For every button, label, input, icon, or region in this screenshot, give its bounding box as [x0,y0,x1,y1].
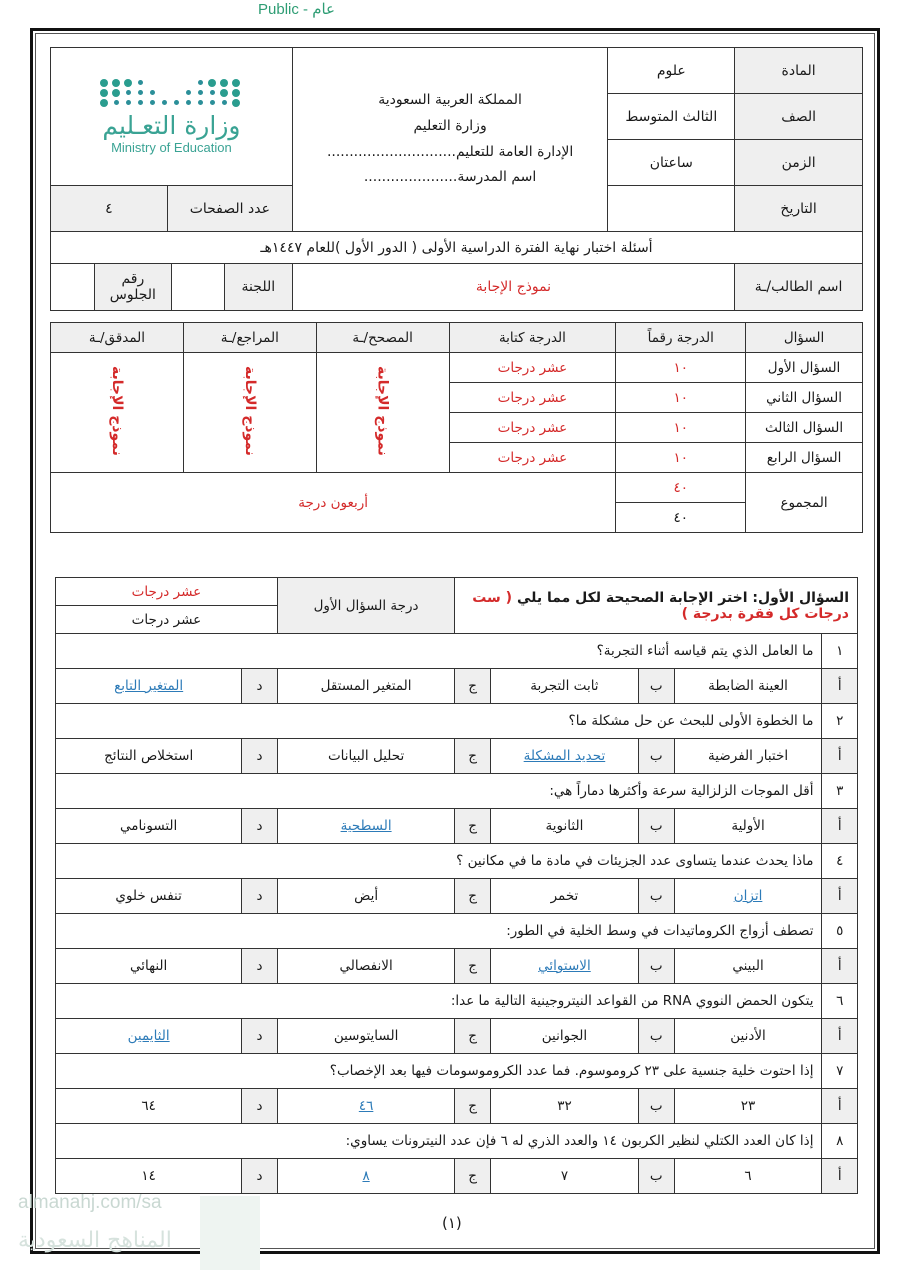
question-text: ماذا يحدث عندما يتساوى عدد الجزيئات في مادة ما في مكانين ؟ [56,844,822,879]
grade-label: الصف [735,94,863,140]
watermark-arabic: المناهج السعودية [18,1228,172,1253]
option-letter: ج [455,1019,491,1054]
directorate-line: الإدارة العامة للتعليم............................. [326,143,574,160]
option-letter: ب [638,669,674,704]
option-letter: د [242,1159,278,1194]
duration-value: ساعتان [608,140,735,186]
option-correct[interactable]: الثايمين [56,1019,242,1054]
option[interactable]: المتغير المستقل [277,669,455,704]
option-letter: أ [822,1019,858,1054]
row-question: السؤال الرابع [746,443,863,473]
option-correct[interactable]: المتغير التابع [56,669,242,704]
question1-title: السؤال الأول: اختر الإجابة الصحيحة لكل مما يلي ( ست درجات كل فقرة بدرجة ) [455,578,858,634]
option-letter: ج [455,879,491,914]
option[interactable]: الجوانين [490,1019,638,1054]
school-line: اسم المدرسة..................... [363,169,537,186]
ministry-block [292,48,608,232]
option[interactable]: النهائي [56,949,242,984]
row-written: عشر درجات [449,413,616,443]
option[interactable]: ١٤ [56,1159,242,1194]
question-number: ٨ [822,1124,858,1159]
grade-value: الثالث المتوسط [608,94,735,140]
total-label: المجموع [746,473,863,533]
question-number: ٢ [822,704,858,739]
option-letter: ب [638,1019,674,1054]
option[interactable]: ٢٣ [674,1089,822,1124]
question-row [56,914,858,949]
question-row [56,844,858,879]
option[interactable]: ٦٤ [56,1089,242,1124]
option-letter: د [242,669,278,704]
page-number: (١) [442,1214,462,1232]
col-reviewer: المراجع/ـة [183,323,316,353]
question-row [56,984,858,1019]
question-row [56,774,858,809]
date-value [608,186,735,232]
option[interactable]: الأولية [674,809,822,844]
col-question: السؤال [746,323,863,353]
option[interactable]: تحليل البيانات [277,739,455,774]
logo-cell [51,48,293,186]
option[interactable]: اختبار الفرضية [674,739,822,774]
logo-arabic-text: وزارة التعـليم [102,110,241,140]
option-letter: ب [638,949,674,984]
option-letter: أ [822,809,858,844]
option-correct[interactable]: تحديد المشكلة [490,739,638,774]
question-row [56,634,858,669]
option-letter: د [242,1089,278,1124]
row-numeric: ١٠ [616,383,746,413]
option[interactable]: ٧ [490,1159,638,1194]
option-correct[interactable]: اتزان [674,879,822,914]
row-numeric: ١٠ [616,353,746,383]
row-question: السؤال الثاني [746,383,863,413]
subject-value: علوم [608,48,735,94]
options-row [56,739,858,774]
options-row [56,669,858,704]
question-text: إذا كان العدد الكتلي لنظير الكربون ١٤ والعدد الذري له ٦ فإن عدد النيترونات يساوي: [56,1124,822,1159]
question-number: ٦ [822,984,858,1019]
option-letter: أ [822,1089,858,1124]
option[interactable]: أيض [277,879,455,914]
option-letter: ج [455,1159,491,1194]
col-auditor: المدقق/ـة [51,323,184,353]
option[interactable]: الثانوية [490,809,638,844]
seat-label: رقم الجلوس [94,264,171,310]
grades-table [50,322,863,533]
options-row [56,1019,858,1054]
question-number: ٣ [822,774,858,809]
logo-dots-icon [100,79,242,107]
committee-label: اللجنة [224,264,291,310]
option-letter: أ [822,669,858,704]
auditor-signature: نموذج الإجابة [51,353,184,473]
kingdom-line: المملكة العربية السعودية [378,91,522,108]
reviewer-signature: نموذج الإجابة [183,353,316,473]
committee-seat-row [51,264,292,310]
option-correct[interactable]: ٨ [277,1159,455,1194]
option-letter: أ [822,1159,858,1194]
option-letter: د [242,949,278,984]
col-written: الدرجة كتابة [449,323,616,353]
question-text: إذا احتوت خلية جنسية على ٢٣ كروموسوم. فما عدد الكروموسومات فيها بعد الإخصاب؟ [56,1054,822,1089]
row-question: السؤال الأول [746,353,863,383]
option-letter: ج [455,949,491,984]
option[interactable]: استخلاص النتائج [56,739,242,774]
options-row [56,1089,858,1124]
subject-label: المادة [735,48,863,94]
total-written: أربعون درجة [51,473,616,533]
question-number: ٤ [822,844,858,879]
option-letter: ب [638,809,674,844]
question-number: ٥ [822,914,858,949]
student-name-label: اسم الطالب/ـة [735,264,863,311]
option[interactable]: العينة الضابطة [674,669,822,704]
option-letter: ب [638,1159,674,1194]
total-numeric-black: ٤٠ [616,503,746,533]
ministry-logo [55,79,288,155]
ministry-line: وزارة التعليم [413,117,487,134]
option-letter: د [242,739,278,774]
option[interactable]: تخمر [490,879,638,914]
question-text: ما العامل الذي يتم قياسه أثناء التجربة؟ [56,634,822,669]
option-correct[interactable]: السطحية [277,809,455,844]
option-correct[interactable]: الاستوائي [490,949,638,984]
option[interactable]: الأدنين [674,1019,822,1054]
option-letter: ج [455,739,491,774]
option[interactable]: ٦ [674,1159,822,1194]
option-letter: أ [822,879,858,914]
question-text: ما الخطوة الأولى للبحث عن حل مشكلة ما؟ [56,704,822,739]
seat-value [51,264,94,310]
option[interactable]: السايتوسين [277,1019,455,1054]
option[interactable]: البيني [674,949,822,984]
question-number: ١ [822,634,858,669]
row-written: عشر درجات [449,443,616,473]
row-question: السؤال الثالث [746,413,863,443]
question-number: ٧ [822,1054,858,1089]
option-letter: ب [638,879,674,914]
corrector-signature: نموذج الإجابة [316,353,449,473]
option-letter: د [242,1019,278,1054]
total-numeric-red: ٤٠ [616,473,746,503]
option-letter: ب [638,1089,674,1124]
classification-label: Public - عام [258,1,335,18]
row-numeric: ١٠ [616,413,746,443]
option-letter: ج [455,809,491,844]
question-row [56,1054,858,1089]
options-row [56,949,858,984]
exam-title: أسئلة اختبار نهاية الفترة الدراسية الأولى ( الدور الأول )للعام ١٤٤٧هـ [51,232,863,264]
col-numeric: الدرجة رقماً [616,323,746,353]
exam-header-table [50,47,863,311]
question1-grade-label: درجة السؤال الأول [277,578,455,634]
watermark-url: almanahj.com/sa [18,1192,162,1213]
pages-value: ٤ [51,186,168,232]
pages-label: عدد الصفحات [167,186,292,232]
question-text: تصطف أزواج الكروماتيدات في وسط الخلية في الطور: [56,914,822,949]
date-label: التاريخ [735,186,863,232]
student-name-value: نموذج الإجابة [292,264,734,311]
row-numeric: ١٠ [616,443,746,473]
option-letter: أ [822,739,858,774]
option[interactable]: التسونامي [56,809,242,844]
col-corrector: المصحح/ـة [316,323,449,353]
watermark-block [200,1196,260,1270]
question1-table [55,577,858,1194]
option-letter: ج [455,669,491,704]
question-text: أقل الموجات الزلزالية سرعة وأكثرها دماراً هي: [56,774,822,809]
option-letter: أ [822,949,858,984]
question1-grade-black: عشر درجات [56,606,278,634]
options-row [56,879,858,914]
option-letter: ج [455,1089,491,1124]
question-row [56,1124,858,1159]
option[interactable]: ثابت التجربة [490,669,638,704]
logo-english-text: Ministry of Education [111,139,232,155]
option[interactable]: ٣٢ [490,1089,638,1124]
question-row [56,704,858,739]
options-row [56,809,858,844]
question1-grade-red: عشر درجات [56,578,278,606]
option-correct[interactable]: ٤٦ [277,1089,455,1124]
row-written: عشر درجات [449,353,616,383]
duration-label: الزمن [735,140,863,186]
option-letter: د [242,879,278,914]
options-row [56,1159,858,1194]
option[interactable]: الانفصالي [277,949,455,984]
question-text: يتكون الحمض النووي RNA من القواعد النيتروجينية التالية ما عدا: [56,984,822,1019]
committee-value [171,264,224,310]
option-letter: ب [638,739,674,774]
option[interactable]: تنفس خلوي [56,879,242,914]
option-letter: د [242,809,278,844]
row-written: عشر درجات [449,383,616,413]
